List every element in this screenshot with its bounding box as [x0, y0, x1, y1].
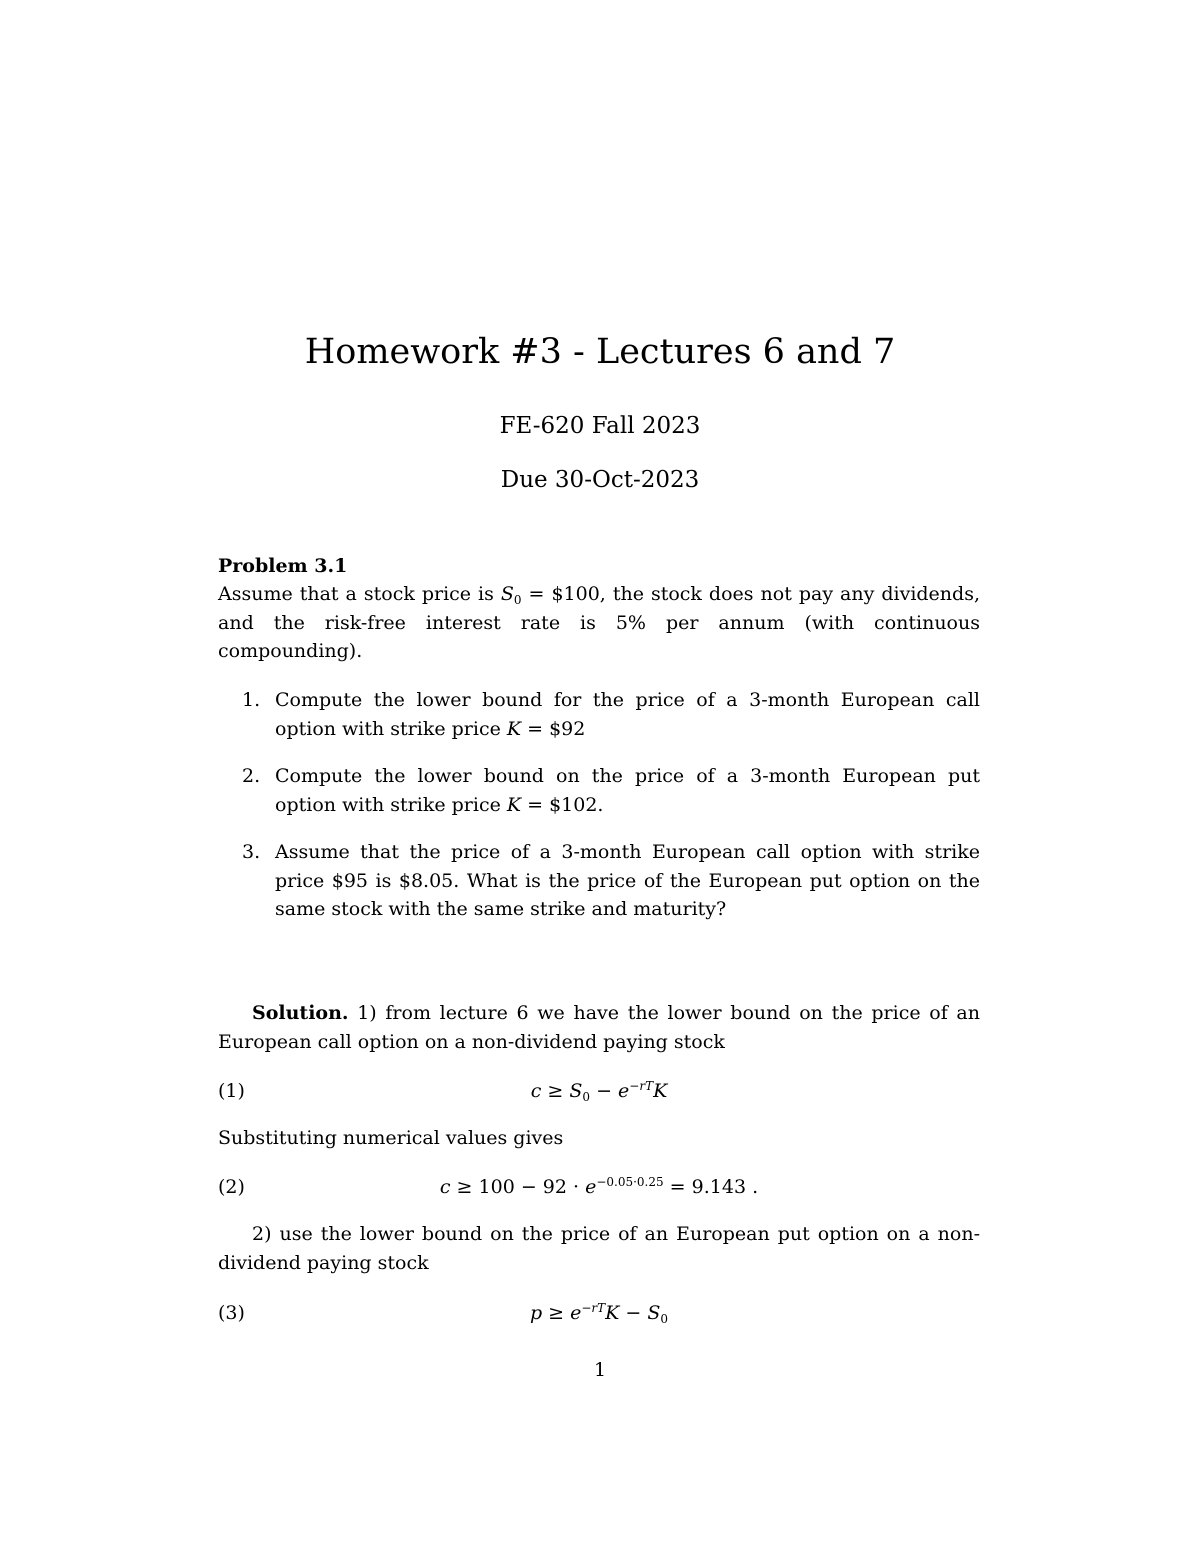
var-e: e: [570, 1302, 582, 1324]
var-k: K: [653, 1080, 668, 1102]
equation-body: [218, 1298, 980, 1328]
var-s: S: [569, 1080, 583, 1102]
minus-sign: −: [590, 1080, 619, 1102]
var-p: p: [529, 1302, 543, 1324]
var-k: K: [605, 1302, 620, 1324]
problem-statement: [218, 580, 980, 666]
equation-result: = 9.143 .: [663, 1176, 759, 1198]
equation-1: [218, 1076, 980, 1106]
var-k: K: [506, 717, 522, 740]
solution-para3: 2) use the lower bound on the price of an European put option on a non-dividend paying stock: [218, 1223, 980, 1274]
exponent: −rT: [581, 1301, 606, 1315]
list-number: 1.: [242, 689, 261, 711]
minus-sign: −: [619, 1302, 648, 1324]
equation-label: (3): [218, 1302, 245, 1324]
exponent: −rT: [629, 1079, 654, 1093]
var-s-subscript: 0: [582, 1090, 591, 1104]
var-c: c: [530, 1080, 542, 1102]
item-text-a: Compute the lower bound on the price of a 3-month European put option with strike price: [275, 765, 980, 816]
var-s-subscript: 0: [660, 1312, 669, 1326]
due-date: Due 30-Oct-2023: [500, 467, 700, 493]
geq-sign: ≥: [542, 1302, 571, 1324]
list-text: [275, 686, 980, 743]
exponent: −0.05·0.25: [596, 1175, 664, 1189]
var-s-subscript: 0: [513, 593, 522, 607]
var-k: K: [506, 793, 522, 816]
equation-label: (2): [218, 1176, 245, 1198]
course-name: FE-620 Fall 2023: [499, 413, 701, 439]
list-number: 2.: [242, 765, 261, 787]
item-text-b: = $92: [521, 717, 586, 740]
solution-paragraph: [218, 999, 980, 1056]
solution-para1: 1) from lecture 6 we have the lower bound on the price of an European call option on a non-dividend paying stock: [218, 1002, 980, 1053]
var-e: e: [585, 1176, 597, 1198]
solution-para2: Substituting numerical values gives: [218, 1127, 564, 1149]
var-s: S: [647, 1302, 661, 1324]
geq-sign: ≥: [541, 1080, 570, 1102]
document-title: Homework #3 - Lectures 6 and 7: [304, 332, 896, 372]
equation-label: (1): [218, 1080, 245, 1102]
item-text-a: Compute the lower bound for the price of a 3-month European call option with strike price: [275, 689, 980, 740]
item-text-b: = $102.: [521, 793, 604, 816]
equation-expression: ≥ 100 − 92 ·: [450, 1176, 586, 1198]
problem-intro-b: = $100, the stock does not pay any dividends, and the risk-free interest rate is 5% per annum (with continuous compounding).: [218, 583, 980, 662]
list-text: Assume that the price of a 3-month European call option with strike price $95 is $8.05. What is the price of the European put option on the same stock with the same strike and maturity?: [275, 841, 980, 920]
problem-heading: Problem 3.1: [218, 555, 348, 577]
equation-2: [218, 1172, 980, 1202]
equation-body: [218, 1172, 980, 1202]
solution-label: Solution.: [252, 1002, 349, 1024]
var-c: c: [439, 1176, 451, 1198]
page-number: 1: [593, 1359, 607, 1381]
var-e: e: [618, 1080, 630, 1102]
problem-intro-a: Assume that a stock price is: [218, 583, 501, 605]
list-number: 3.: [242, 841, 261, 863]
equation-3: [218, 1298, 980, 1328]
equation-body: [218, 1076, 980, 1106]
list-text: [275, 762, 980, 819]
var-s: S: [500, 583, 514, 605]
